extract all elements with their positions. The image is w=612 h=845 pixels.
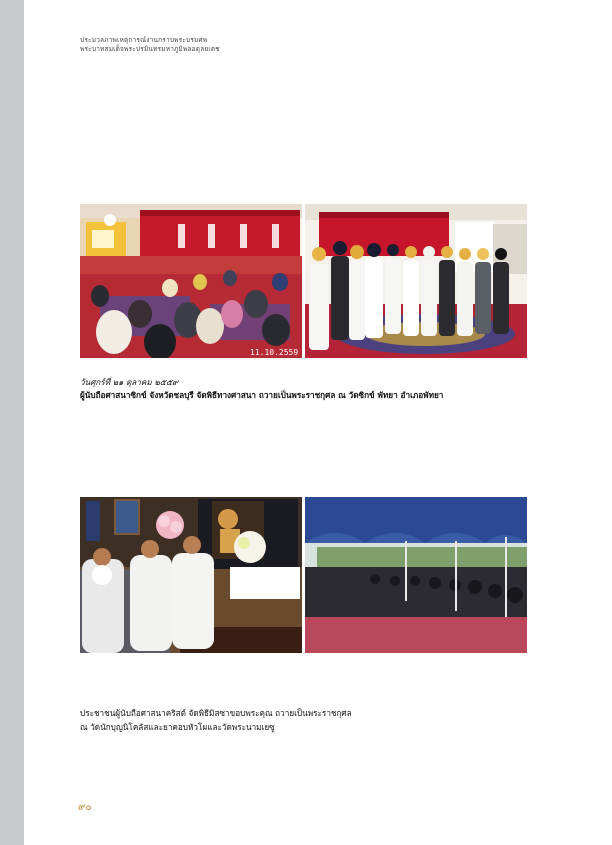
church-mass-image bbox=[80, 497, 302, 653]
side-bar bbox=[0, 0, 24, 845]
photo-timestamp: 11.10.2559 bbox=[250, 348, 299, 357]
outdoor-tent-image bbox=[305, 497, 527, 653]
caption-1 bbox=[80, 376, 443, 402]
page-header bbox=[80, 36, 220, 54]
caption-2-line-2: ณ วัดนักบุญนิโคลัสและยาคอบหัวโผและวัดพระนามเยซู bbox=[80, 722, 275, 732]
caption-2 bbox=[80, 706, 352, 734]
photo-temple-interior bbox=[80, 204, 302, 358]
caption-1-date: วันศุกร์ที่ ๒๑ ตุลาคม ๒๕๕๙ bbox=[80, 377, 179, 387]
caption-1-text: ผู้นับถือศาสนาซิกข์ จังหวัดชลบุรี จัดพิธีทางศาสนา ถวายเป็นพระราชกุศล ณ วัดซิกข์ พัทยา อำเภอพัทยา bbox=[80, 390, 444, 400]
photo-sikh-group bbox=[305, 204, 527, 358]
page-number: ๙๐ bbox=[78, 802, 92, 813]
photo-outdoor-tent bbox=[305, 497, 527, 653]
sikh-group-image bbox=[305, 204, 527, 358]
header-line-1: ประมวลภาพเหตุการณ์งานกราบพระบรมศพ bbox=[80, 36, 208, 44]
temple-interior-image bbox=[80, 204, 302, 358]
photo-church-mass bbox=[80, 497, 302, 653]
header-line-2: พระบาทสมเด็จพระปรมินทรมหาภูมิพลอดุลยเดช bbox=[80, 45, 220, 53]
caption-2-line-1: ประชาชนผู้นับถือศาสนาคริสต์ จัดพิธีมิสซาขอบพระคุณ ถวายเป็นพระราชกุศล bbox=[80, 708, 352, 718]
